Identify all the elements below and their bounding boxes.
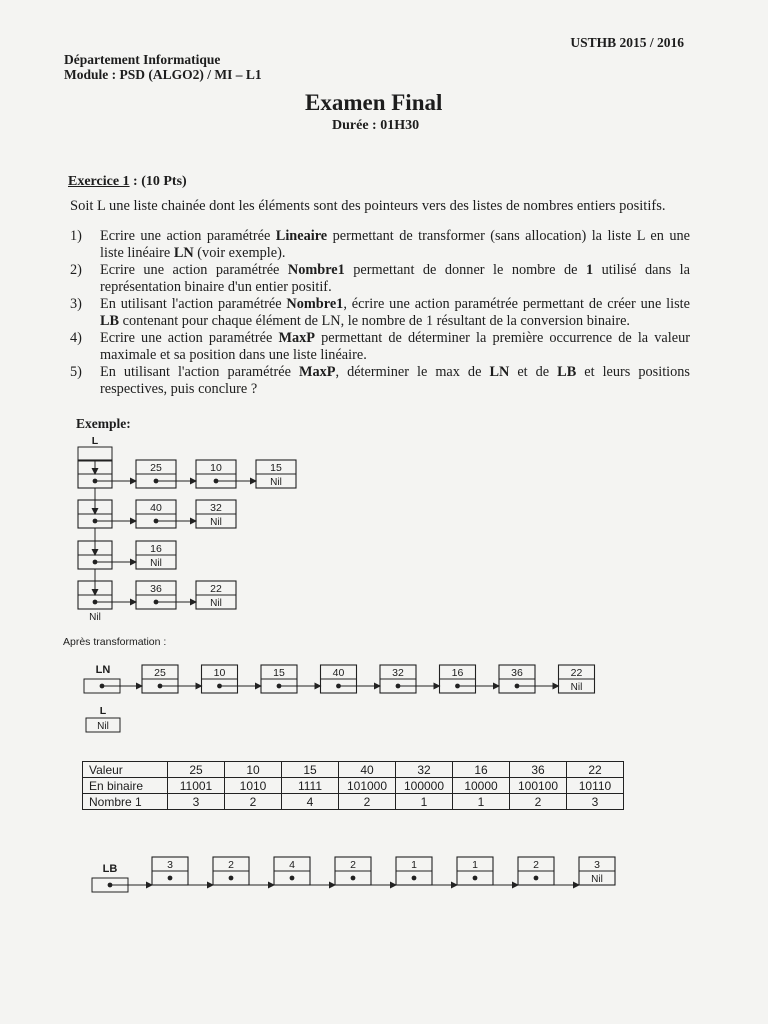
node-value: 32 — [392, 667, 404, 679]
node-value: 36 — [511, 667, 523, 679]
pointer-dot — [93, 600, 98, 605]
pointer-dot — [168, 876, 173, 881]
node-value: 16 — [451, 667, 464, 679]
table-cell: 3 — [168, 794, 225, 810]
exercise-points: : (10 Pts) — [129, 174, 187, 189]
node-value: 10 — [210, 462, 222, 474]
table-cell: 15 — [282, 762, 339, 778]
question-fragment: et leurs positions respectives, puis conclure ? — [100, 364, 690, 397]
nil-label: Nil — [97, 721, 109, 732]
node-value: 2 — [228, 859, 234, 871]
question-keyword: LB — [557, 364, 577, 380]
question-keyword: LB — [100, 312, 120, 329]
table-cell: 22 — [567, 762, 624, 778]
list-L-label: L — [91, 435, 99, 447]
question-keyword: MaxP — [298, 364, 336, 380]
node-value: 22 — [570, 667, 583, 679]
question-keyword: Nombre1 — [286, 296, 344, 312]
node-value: 2 — [350, 859, 356, 871]
node-value: 3 — [594, 859, 600, 871]
exercise-intro: Soit L une liste chainée dont les éléments sont des pointeurs vers des listes de nombres entiers positifs. — [70, 198, 666, 214]
node-value: 40 — [332, 667, 345, 679]
university-year: USTHB 2015 / 2016 — [570, 35, 684, 50]
nil-label: Nil — [210, 517, 222, 528]
question-fragment: et de — [509, 364, 558, 380]
pointer-dot — [290, 876, 295, 881]
question-number: 3) — [70, 296, 82, 312]
question-fragment: , écrire une action paramétrée permettant de créer une liste — [343, 296, 690, 312]
row-header: Valeur — [83, 762, 168, 778]
question-number: 4) — [70, 330, 82, 346]
question-number: 2) — [70, 262, 82, 278]
node-value: 4 — [289, 859, 295, 871]
question-fragment: permettant de transformer (sans allocation) la liste L en une liste linéaire — [100, 228, 690, 261]
question-keyword: MaxP — [278, 330, 316, 346]
node-value: 15 — [270, 462, 282, 474]
question-keyword: Nombre1 — [287, 262, 345, 278]
table-cell: 100000 — [396, 778, 453, 794]
pointer-dot — [534, 876, 539, 881]
row-header: En binaire — [83, 778, 168, 794]
node-value: 3 — [167, 859, 173, 871]
question-keyword: 1 — [585, 262, 594, 278]
table-row — [83, 794, 624, 810]
question-keyword: LN — [173, 244, 194, 261]
pointer-dot — [108, 883, 113, 888]
table-row — [83, 762, 624, 778]
question-fragment: Ecrire une action paramétrée — [100, 262, 288, 278]
node-value: 2 — [533, 859, 539, 871]
node-value: 1 — [472, 859, 478, 871]
pointer-dot — [351, 876, 356, 881]
table-cell: 2 — [339, 794, 396, 810]
pointer-dot — [93, 560, 98, 565]
binary-table — [82, 761, 624, 810]
pointer-dot — [93, 519, 98, 524]
table-cell: 2 — [225, 794, 282, 810]
node-value: 15 — [273, 667, 285, 679]
table-row — [83, 778, 624, 794]
nil-label: Nil — [150, 558, 162, 569]
list-LN-label: LN — [95, 664, 111, 676]
pointer-dot — [100, 684, 105, 689]
nil-label: Nil — [591, 874, 603, 885]
node-value: 22 — [210, 583, 222, 595]
pointer-dot — [93, 479, 98, 484]
question-fragment: En utilisant l'action paramétrée — [100, 364, 299, 380]
table-cell: 1111 — [282, 778, 339, 794]
table-cell: 10110 — [567, 778, 624, 794]
node-value: 1 — [411, 859, 417, 871]
table-cell: 36 — [510, 762, 567, 778]
question-fragment: permettant de déterminer la première occurrence de la valeur maximale et sa position dans une liste linéaire. — [100, 330, 690, 363]
module: Module : PSD (ALGO2) / MI – L1 — [64, 67, 262, 82]
exercise-label: Exercice 1 — [68, 174, 130, 189]
table-cell: 16 — [453, 762, 510, 778]
table-cell: 4 — [282, 794, 339, 810]
after-transformation-label: Après transformation : — [63, 636, 167, 648]
table-cell: 1 — [396, 794, 453, 810]
node-value: 36 — [150, 583, 162, 595]
table-cell: 1 — [453, 794, 510, 810]
table-cell: 100100 — [510, 778, 567, 794]
node-value: 16 — [150, 543, 162, 555]
nil-label: Nil — [270, 477, 282, 488]
row-header: Nombre 1 — [83, 794, 168, 810]
node-value: 10 — [213, 667, 226, 679]
question-number: 5) — [70, 364, 82, 380]
department: Département Informatique — [64, 52, 221, 67]
question-keyword: LN — [489, 364, 510, 380]
question-fragment: utilisé dans la représentation binaire d'un entier positif. — [100, 262, 690, 295]
node-value: 25 — [154, 667, 166, 679]
table-cell: 10000 — [453, 778, 510, 794]
question-fragment: , déterminer le max de — [335, 364, 490, 380]
table-cell: 2 — [510, 794, 567, 810]
question-fragment: (voir exemple). — [193, 244, 286, 261]
question-keyword: Lineaire — [275, 228, 328, 244]
question-fragment: Ecrire une action paramétrée — [100, 228, 276, 244]
node-value: 25 — [150, 462, 162, 474]
question-fragment: En utilisant l'action paramétrée — [100, 296, 287, 312]
table-cell: 32 — [396, 762, 453, 778]
node-value: 32 — [210, 502, 222, 514]
table-cell: 40 — [339, 762, 396, 778]
nil-label: Nil — [89, 612, 101, 623]
node-value: 40 — [150, 502, 162, 514]
question-fragment: permettant de donner le nombre de — [344, 262, 586, 278]
pointer-dot — [473, 876, 478, 881]
pointer-dot — [412, 876, 417, 881]
table-cell: 101000 — [339, 778, 396, 794]
duration: Durée : 01H30 — [332, 118, 420, 133]
nil-label: Nil — [570, 682, 583, 693]
table-cell: 3 — [567, 794, 624, 810]
example-label: Exemple: — [76, 416, 131, 431]
nil-label: Nil — [210, 598, 222, 609]
page-title: Examen Final — [305, 90, 443, 115]
question-number: 1) — [70, 228, 82, 244]
list-LB-label: LB — [102, 863, 118, 875]
question-fragment: contenant pour chaque élément de LN, le nombre de 1 résultant de la conversion binaire. — [119, 312, 631, 329]
table-cell: 1010 — [225, 778, 282, 794]
table-cell: 25 — [168, 762, 225, 778]
question-fragment: Ecrire une action paramétrée — [100, 330, 279, 346]
table-cell: 11001 — [168, 778, 225, 794]
list-L-after-label: L — [99, 705, 107, 717]
list-head-cell — [78, 447, 112, 461]
pointer-dot — [229, 876, 234, 881]
table-cell: 10 — [225, 762, 282, 778]
